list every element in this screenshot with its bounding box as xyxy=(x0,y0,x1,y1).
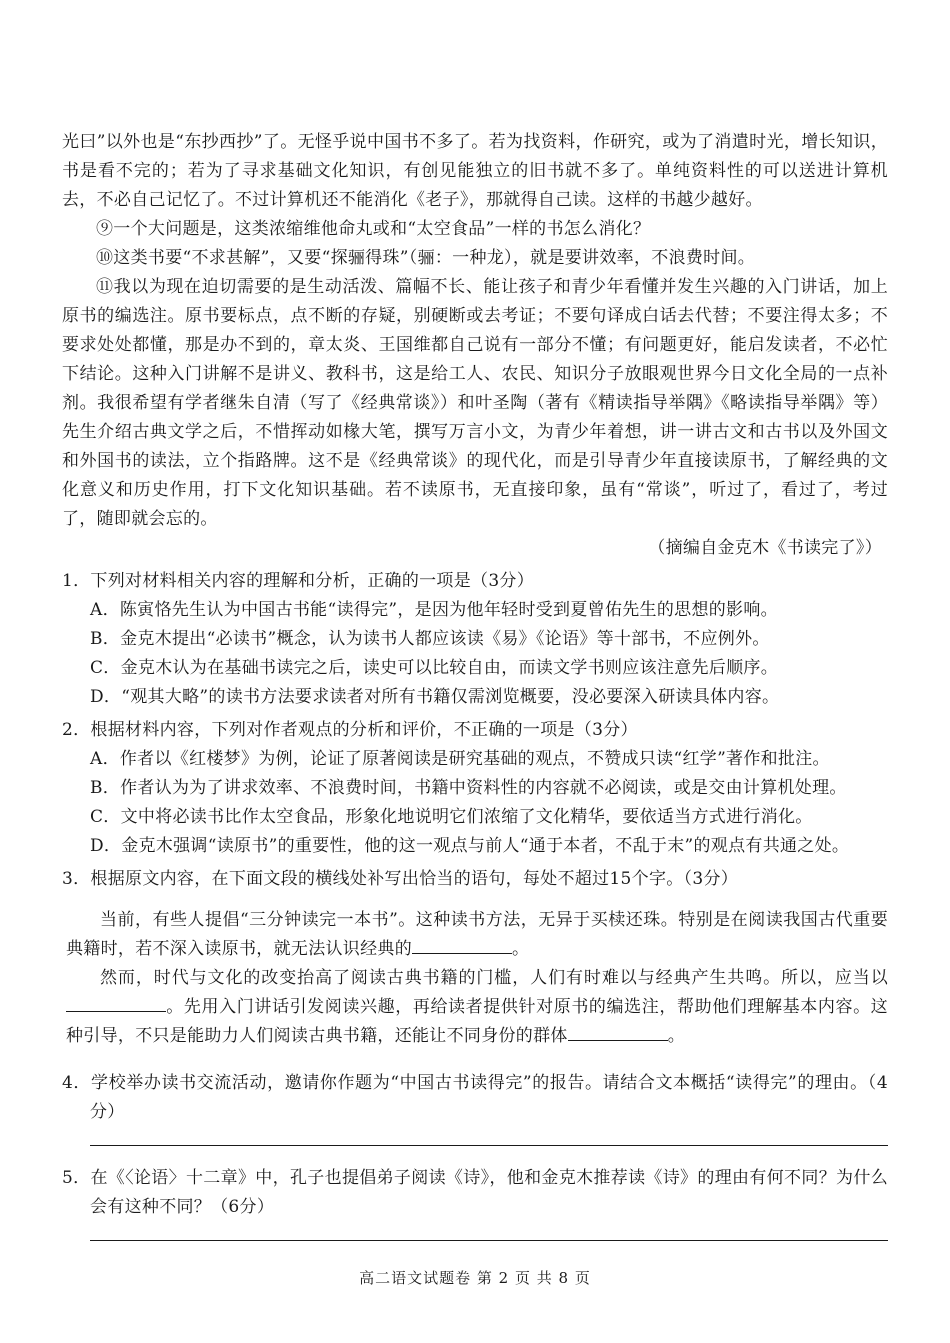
q3-text-1a: 当前，有些人提倡“三分钟读完一本书”。这种读书方法，无异于买椟还珠。特别是在阅读我国古代重要典籍时，若不深入读原书，就无法认识经典的 xyxy=(66,910,888,959)
question-3-paragraph-1 xyxy=(62,906,888,964)
q3-text-2a: 然而，时代与文化的改变抬高了阅读古典书籍的门槛，人们有时难以与经典产生共鸣。所以，应当以 xyxy=(100,968,888,988)
question-1-option-b: B．金克木提出“必读书”概念，认为读书人都应该读《易》《论语》等十部书，不应例外。 xyxy=(90,629,770,649)
passage-paragraph-10: ⑩这类书要“不求甚解”，又要“探骊得珠”（骊：一种龙），就是要讲效率，不浪费时间。 xyxy=(96,248,756,268)
question-3-stem: 3．根据原文内容，在下面文段的横线处补写出恰当的语句，每处不超过15个字。（3分） xyxy=(62,869,739,889)
question-1-option-a: A．陈寅恪先生认为中国古书能“读得完”，是因为他年轻时受到夏曾佑先生的思想的影响。 xyxy=(90,600,778,620)
question-2-option-b: B．作者认为为了讲求效率、不浪费时间，书籍中资料性的内容就不必阅读，或是交由计算机处理。 xyxy=(90,778,847,798)
question-1-option-d: D．“观其大略”的读书方法要求读者对所有书籍仅需浏览概要，没必要深入研读具体内容。 xyxy=(90,687,780,707)
q3-text-2c: 。 xyxy=(667,1026,686,1046)
question-2 xyxy=(62,716,888,861)
passage-paragraph-9: ⑨一个大问题是，这类浓缩维他命丸或和“太空食品”一样的书怎么消化？ xyxy=(96,219,651,239)
question-1-stem: 1．下列对材料相关内容的理解和分析，正确的一项是（3分） xyxy=(62,571,535,591)
answer-blank-3[interactable] xyxy=(568,1022,668,1041)
answer-line-5[interactable] xyxy=(90,1240,888,1241)
answer-blank-1[interactable] xyxy=(412,935,512,954)
question-5-stem: 5．在《〈论语〉十二章》中，孔子也提倡弟子阅读《诗》，他和金克木推荐读《诗》的理由有何不同？为什么会有这种不同？（6分） xyxy=(62,1168,888,1217)
question-4 xyxy=(62,1069,888,1146)
answer-blank-2[interactable] xyxy=(66,993,166,1012)
question-3-paragraph-2 xyxy=(62,964,888,1051)
question-3-passage xyxy=(62,906,888,1051)
question-5 xyxy=(62,1164,888,1241)
question-2-option-d: D．金克木强调“读原书”的重要性，他的这一观点与前人“通于本者，不乱于末”的观点有共通之处。 xyxy=(90,836,850,856)
question-4-stem: 4．学校举办读书交流活动，邀请你作题为“中国古书读得完”的报告。请结合文本概括“读得完”的理由。（4分） xyxy=(62,1073,888,1122)
page-footer: 高二语文试题卷 第 2 页 共 8 页 xyxy=(359,1269,591,1287)
question-2-option-c: C．文中将必读书比作太空食品，形象化地说明它们浓缩了文化精华，要依适当方式进行消化。 xyxy=(90,807,813,827)
question-1-option-c: C．金克木认为在基础书读完之后，读史可以比较自由，而读文学书则应该注意先后顺序。 xyxy=(90,658,779,678)
passage-source: （摘编自金克木《书读完了》） xyxy=(648,538,882,558)
question-2-option-a: A．作者以《红楼梦》为例，论证了原著阅读是研究基础的观点，不赞成只读“红学”著作和批注。 xyxy=(90,749,830,769)
q3-text-2b: 。先用入门讲话引发阅读兴趣，再给读者提供针对原书的编选注，帮助他们理解基本内容。这种引导，不只是能助力人们阅读古典书籍，还能让不同身份的群体 xyxy=(66,997,888,1046)
exam-page xyxy=(62,128,888,1241)
passage-paragraph-continued: 光曰”以外也是“东抄西抄”了。无怪乎说中国书不多了。若为找资料，作研究，或为了消遣时光，增长知识，书是看不完的；若为了寻求基础文化知识，有创见能独立的旧书就不多了。单纯资料性的可以送进计算机去，不必自己记忆了。不过计算机还不能消化《老子》，那就得自己读。这样的书越少越好。 xyxy=(62,132,888,210)
question-1 xyxy=(62,567,888,712)
q3-text-1b: 。 xyxy=(512,939,530,959)
question-2-stem: 2．根据材料内容，下列对作者观点的分析和评价，不正确的一项是（3分） xyxy=(62,720,638,740)
passage-paragraph-11: ⑪我以为现在迫切需要的是生动活泼、篇幅不长、能让孩子和青少年看懂并发生兴趣的入门讲话，加上原书的编选注。原书要标点，点不断的存疑，别硬断或去考证；不要句译成白话去代替；不要注得太多；不要求处处都懂，那是办不到的，章太炎、王国维都自己说有一部分不懂；有问题更好，能启发读者，不必忙下结论。这种入门讲解不是讲义、教科书，这是给工人、农民、知识分子放眼观世界今日文化全局的一点补剂。我很希望有学者继朱自清（写了《经典常谈》）和叶圣陶（著有《精读指导举隅》《略读指导举隅》等）先生介绍古典文学之后，不惜挥动如椽大笔，撰写万言小文，为青少年着想，讲一讲古文和古书以及外国文和外国书的读法，立个指路牌。这不是《经典常谈》的现代化，而是引导青少年直接读原书，了解经典的文化意义和历史作用，打下文化知识基础。若不读原书，无直接印象，虽有“常谈”，听过了，看过了，考过了，随即就会忘的。 xyxy=(62,277,888,529)
question-3 xyxy=(62,865,888,1051)
